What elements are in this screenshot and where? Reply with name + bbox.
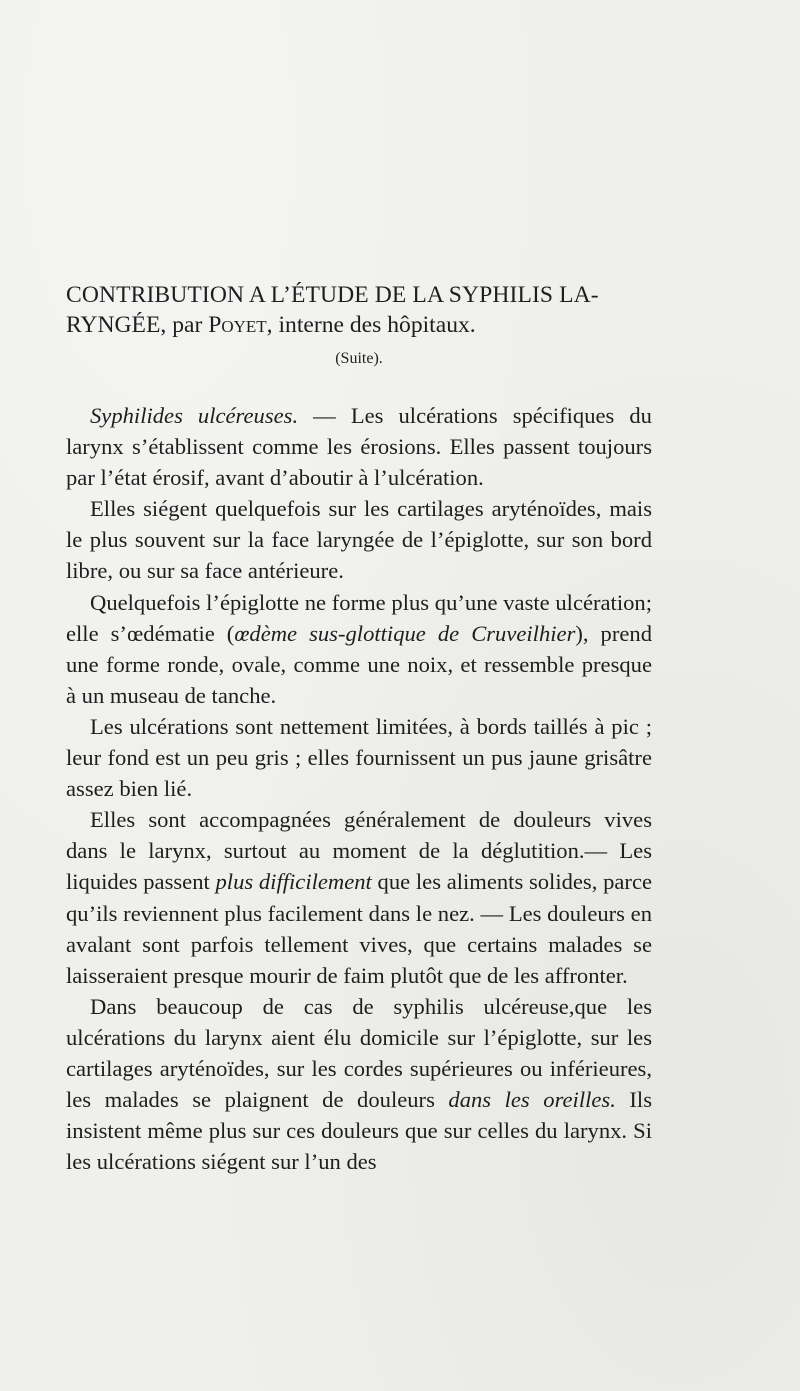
paragraph-1-text: — Les ulcérations spécifiques du larynx s’établissent comme les érosions. Elles passent toujours par l’état érosif, avant d’aboutir à l’ulcération.	[66, 403, 652, 491]
paragraph-6-italic: dans les oreilles.	[448, 1087, 616, 1113]
title-main: CONTRIBUTION A L’ÉTUDE DE LA SYPHILIS LA-	[66, 282, 599, 308]
paragraph-5	[66, 804, 652, 991]
paragraph-5-after: que les aliments solides, parce qu’ils reviennent plus facilement dans le nez. — Les douleurs en avalant sont parfois tellement vives, que certains malades se laisseraient presque mourir de faim plutôt que de les affronter.	[66, 869, 652, 988]
continuation-note: (Suite).	[335, 350, 383, 367]
paragraph-5-italic: plus difficilement	[215, 869, 372, 895]
section-lead: Syphilides ulcéreuses.	[90, 403, 299, 428]
paragraph-3-italic: œdème sus-glottique de Cruveilhier	[234, 620, 576, 646]
paragraph-3-text: Quelquefois l’épiglotte ne forme plus qu’une vaste ulcération; elle s’œdématie (	[66, 589, 652, 646]
article-title	[66, 281, 652, 340]
title-continued: RYNGÉE,	[66, 312, 167, 338]
paragraph-6	[66, 991, 652, 1178]
title-by: par	[172, 312, 203, 338]
paragraph-4: Les ulcérations sont nettement limitées, à bords taillés à pic ; leur fond est un peu gris ; elles fournissent un pus jaune grisâtre assez bien lié.	[66, 713, 652, 802]
paragraph-6-after: Ils insistent même plus sur ces douleurs que sur celles du larynx. Si les ulcérations siégent sur l’un des	[66, 1087, 652, 1175]
author-name: Poyet,	[208, 312, 273, 338]
paragraph-3-after: ), prend une forme ronde, ovale, comme une noix, et ressemble presque à un museau de tanche.	[66, 620, 652, 708]
paragraph-3	[66, 587, 652, 711]
paragraph-6-text: Dans beaucoup de cas de syphilis ulcéreuse,que les ulcérations du larynx aient élu domicile sur l’épiglotte, sur les cartilages aryténoïdes, sur les cordes supérieures ou inférieures, les malades se plaignent de douleurs	[66, 993, 652, 1113]
bleed-through-text	[95, 125, 655, 290]
paragraph-5-text: Elles sont accompagnées généralement de douleurs vives dans le larynx, surtout au moment de la déglutition.— Les liquides passent	[66, 807, 652, 895]
article-content	[66, 281, 652, 1177]
paragraph-1	[66, 400, 652, 493]
paragraph-2: Elles siégent quelquefois sur les cartilages aryténoïdes, mais le plus souvent sur la face laryngée de l’épiglotte, sur son bord libre, ou sur sa face antérieure.	[66, 496, 652, 584]
title-author-line	[66, 311, 652, 340]
author-role: interne des hôpitaux.	[278, 312, 476, 338]
